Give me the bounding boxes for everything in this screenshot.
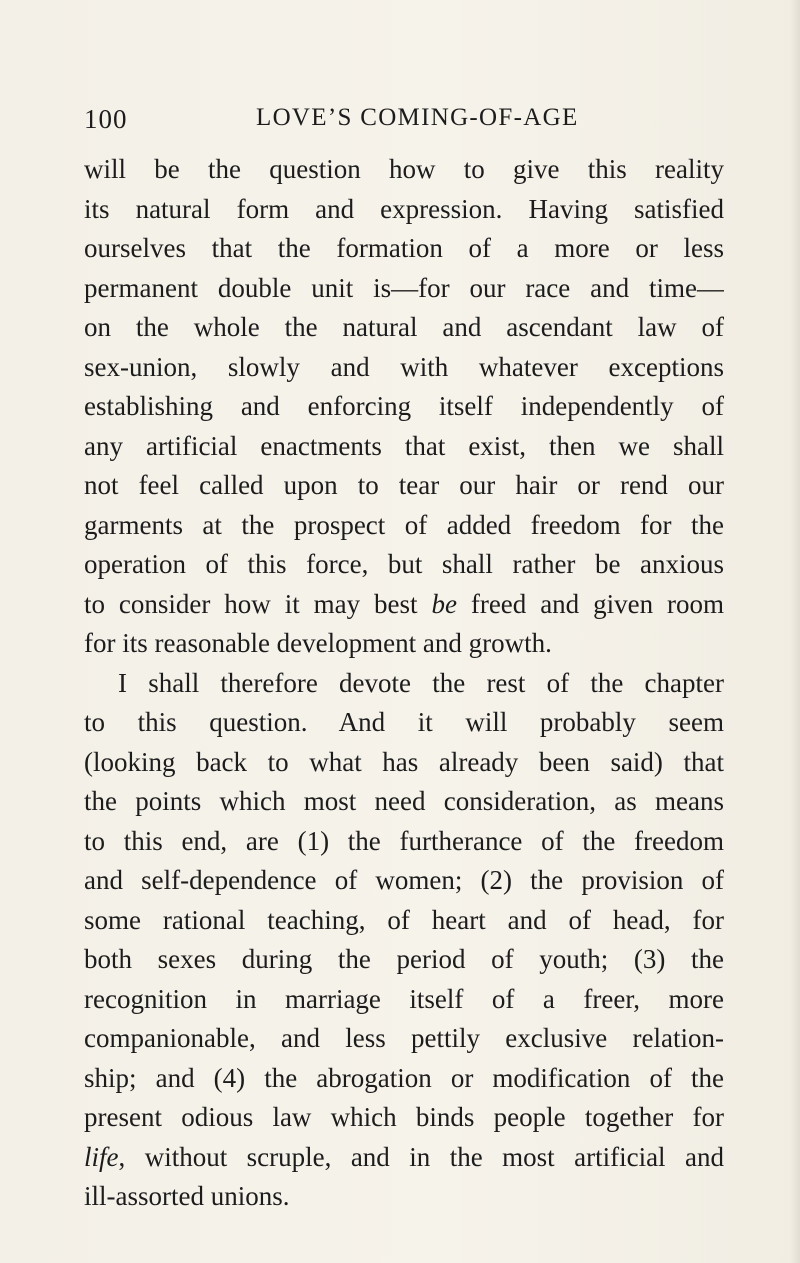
- body-text: [84, 150, 724, 1217]
- text-segment: both sexes during the period of youth; (3) the: [84, 944, 724, 974]
- text-line: [84, 782, 724, 822]
- text-segment: ourselves that the formation of a more or less: [84, 233, 724, 263]
- italic-text-segment: be: [431, 588, 457, 619]
- page-number: 100: [84, 104, 128, 134]
- text-line: [84, 506, 724, 546]
- text-line: [84, 229, 724, 269]
- page-edge-shadow: [790, 0, 800, 1263]
- text-segment: permanent double unit is—for our race and time—: [84, 272, 724, 303]
- text-line: [84, 822, 724, 862]
- text-segment: on the whole the natural and ascendant law of: [84, 312, 724, 342]
- text-segment: for its reasonable development and growth.: [84, 628, 552, 658]
- text-segment: and self-dependence of women; (2) the provision of: [84, 865, 724, 895]
- text-segment: operation of this force, but shall rather be anxious: [84, 549, 724, 579]
- text-line: [84, 1059, 724, 1099]
- text-line: [84, 743, 724, 783]
- text-segment: establishing and enforcing itself independently of: [84, 391, 724, 421]
- text-line: [84, 901, 724, 941]
- text-line: [84, 980, 724, 1020]
- text-segment: to consider how it may best: [84, 588, 432, 619]
- text-segment: its natural form and expression. Having satisfied: [84, 193, 724, 224]
- text-line: [84, 861, 724, 901]
- text-segment: to this end, are (1) the furtherance of the freedom: [84, 825, 724, 856]
- running-title: LOVE’S COMING-OF-AGE: [256, 104, 579, 131]
- text-line: [84, 466, 724, 506]
- text-segment: present odious law which binds people together for: [84, 1102, 724, 1132]
- text-line: [84, 1098, 724, 1138]
- text-segment: sex-union, slowly and with whatever exceptions: [84, 351, 724, 382]
- text-segment: some rational teaching, of heart and of head, for: [84, 904, 724, 935]
- text-segment: ship; and (4) the abrogation or modification of the: [84, 1062, 724, 1093]
- text-line: [84, 150, 724, 190]
- text-segment: garments at the prospect of added freedom for the: [84, 509, 724, 540]
- text-segment: ill-assorted unions.: [84, 1181, 290, 1211]
- text-segment: I shall therefore devote the rest of the chapter: [118, 667, 724, 698]
- text-line: [84, 940, 724, 980]
- italic-text-segment: life: [84, 1141, 119, 1172]
- text-line: [84, 664, 724, 704]
- text-line: [84, 269, 724, 309]
- text-line: [84, 387, 724, 427]
- text-segment: freed and given room: [456, 588, 724, 619]
- text-segment: recognition in marriage itself of a freer, more: [84, 983, 724, 1014]
- text-line: [84, 308, 724, 348]
- text-line: [84, 703, 724, 743]
- text-segment: (looking back to what has already been said) that: [84, 746, 724, 777]
- text-segment: to this question. And it will probably seem: [84, 707, 724, 737]
- text-line: [84, 1177, 724, 1217]
- text-line: [84, 190, 724, 230]
- running-head: [84, 104, 724, 144]
- text-segment: any artificial enactments that exist, then we shall: [84, 430, 724, 461]
- text-line: [84, 348, 724, 388]
- text-segment: the points which most need consideration, as means: [84, 786, 724, 816]
- text-segment: companionable, and less pettily exclusive relation-: [84, 1023, 724, 1053]
- text-line: [84, 427, 724, 467]
- text-line: [84, 1019, 724, 1059]
- text-segment: not feel called upon to tear our hair or rend our: [84, 470, 724, 500]
- text-line: [84, 624, 724, 664]
- text-segment: will be the question how to give this reality: [84, 154, 724, 184]
- text-line: [84, 585, 724, 625]
- text-segment: , without scruple, and in the most artificial and: [118, 1141, 724, 1172]
- text-line: [84, 545, 724, 585]
- text-line: [84, 1138, 724, 1178]
